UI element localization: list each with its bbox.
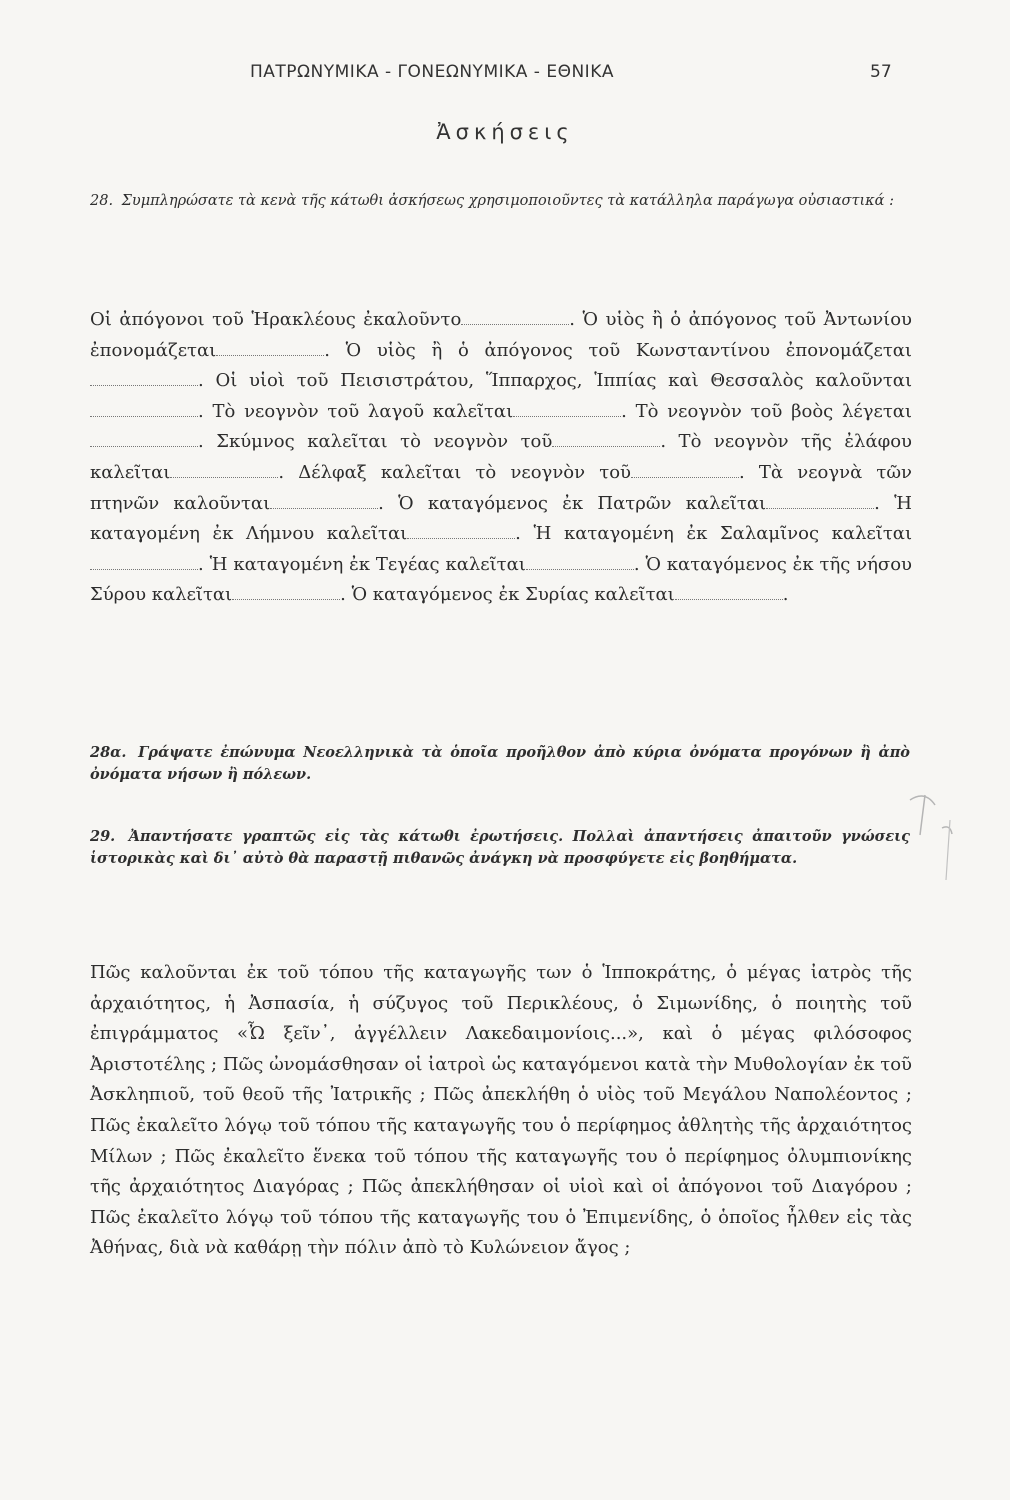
pencil-marks (880, 780, 980, 960)
blank-field[interactable] (170, 465, 278, 478)
sentence: . Δέλφαξ καλεῖται τὸ νεογνὸν τοῦ (278, 461, 631, 483)
exercise-text: Ἀπαντήσατε γραπτῶς εἰς τὰς κάτωθι ἐρωτήσεις. Πολλαὶ ἀπαντήσεις ἀπαιτοῦν γνώσεις ἱστορικὰς καὶ δι᾽ αὐτὸ θὰ παραστῇ πιθανῶς ἀνάγκη νὰ προσφύγετε εἰς βοηθήματα. (90, 828, 910, 867)
blank-field[interactable] (90, 373, 198, 386)
exercise-number: 28. (90, 193, 114, 209)
exercise-number: 28α. (90, 744, 127, 761)
blank-field[interactable] (232, 587, 340, 600)
sentence: . Ὁ υἱὸς ἢ ὁ ἀπόγονος τοῦ Ἀντωνίου ἐπονομάζεται (90, 309, 912, 361)
sentence: . Ὁ καταγόμενος ἐκ Συρίας καλεῖται (340, 584, 675, 606)
sentence: . Σκύμνος καλεῖται τὸ νεογνὸν τοῦ (198, 431, 553, 453)
blank-field[interactable] (513, 404, 621, 417)
sentence: . Τὸ νεογνὸν τῆς ἐλάφου καλεῖται (90, 431, 912, 483)
fill-in-paragraph (90, 305, 912, 611)
blank-field[interactable] (552, 434, 660, 447)
blank-field[interactable] (90, 404, 198, 417)
running-head: ΠΑΤΡΩΝΥΜΙΚΑ - ΓΟΝΕΩΝΥΜΙΚΑ - ΕΘΝΙΚΑ (250, 62, 614, 82)
exercise-number: 29. (90, 828, 116, 845)
exercise-28a-instruction (90, 742, 910, 786)
blank-field[interactable] (216, 343, 324, 356)
exercise-28-instruction (90, 190, 910, 212)
blank-field[interactable] (631, 465, 739, 478)
sentence: . Τὸ νεογνὸν τοῦ βοὸς λέγεται (621, 400, 912, 422)
blank-field[interactable] (675, 587, 783, 600)
sentence: . Ὁ καταγόμενος ἐκ Πατρῶν καλεῖται (378, 492, 767, 514)
exercise-text: Γράψατε ἐπώνυμα Νεοελληνικὰ τὰ ὁποῖα προῆλθον ἀπὸ κύρια ὀνόματα προγόνων ἢ ἀπὸ ὀνόματα νήσων ἢ πόλεων. (90, 744, 910, 783)
page-number: 57 (870, 62, 892, 82)
blank-field[interactable] (90, 434, 198, 447)
blank-field[interactable] (90, 557, 198, 570)
sentence: . Ὁ καταγόμενος ἐκ τῆς νήσου Σύρου καλεῖται (90, 553, 912, 606)
blank-field[interactable] (461, 312, 569, 325)
blank-field[interactable] (766, 496, 874, 509)
sentence: . Ἡ καταγομένη ἐκ Λήμνου καλεῖται (90, 492, 912, 545)
exercise-text: Συμπληρώσατε τὰ κενὰ τῆς κάτωθι ἀσκήσεως χρησιμοποιοῦντες τὰ κατάλληλα παράγωγα οὐσιαστικά : (121, 193, 894, 209)
sentence-end: . (782, 584, 789, 606)
page-header (0, 62, 1010, 92)
exercise-29-instruction (90, 826, 910, 870)
blank-field[interactable] (407, 526, 515, 539)
sentence: . Τὰ νεογνὰ τῶν πτηνῶν καλοῦνται (90, 461, 912, 514)
section-title: Ἀσκήσεις (436, 120, 574, 144)
sentence: . Οἱ υἱοὶ τοῦ Πεισιστράτου, Ἵππαρχος, Ἱππίας καὶ Θεσσαλὸς καλοῦνται (198, 370, 912, 392)
sentence: . Ἡ καταγομένη ἐκ Σαλαμῖνος καλεῖται (515, 523, 912, 545)
sentence: . Ἡ καταγομένη ἐκ Τεγέας καλεῖται (198, 553, 526, 575)
questions-paragraph: Πῶς καλοῦνται ἐκ τοῦ τόπου τῆς καταγωγῆς των ὁ Ἱπποκράτης, ὁ μέγας ἰατρὸς τῆς ἀρχαιότητος, ἡ Ἀσπασία, ἡ σύζυγος τοῦ Περικλέους, ὁ Σιμωνίδης, ὁ ποιητὴς τοῦ ἐπιγράμματος «Ὦ ξεῖν᾽, ἀγγέλλειν Λακεδαιμονίοις...», καὶ ὁ μέγας φιλόσοφος Ἀριστοτέλης ; Πῶς ὠνομάσθησαν οἱ ἰατροὶ ὡς καταγόμενοι κατὰ τὴν Μυθολογίαν ἐκ τοῦ Ἀσκληπιοῦ, τοῦ θεοῦ τῆς Ἰατρικῆς ; Πῶς ἀπεκλήθη ὁ υἱὸς τοῦ Μεγάλου Ναπολέοντος ; Πῶς ἐκαλεῖτο λόγῳ τοῦ τόπου τῆς καταγωγῆς του ὁ περίφημος ἀθλητὴς τῆς ἀρχαιότητος Μίλων ; Πῶς ἐκαλεῖτο ἕνεκα τοῦ τόπου τῆς καταγωγῆς του ὁ περίφημος ὀλυμπιονίκης τῆς ἀρχαιότητος Διαγόρας ; Πῶς ἀπεκλήθησαν οἱ υἱοὶ καὶ οἱ ἀπόγονοι τοῦ Διαγόρου ; Πῶς ἐκαλεῖτο λόγῳ τοῦ τόπου τῆς καταγωγῆς του ὁ Ἐπιμενίδης, ὁ ὁποῖος ἦλθεν εἰς τὰς Ἀθήνας, διὰ νὰ καθάρῃ τὴν πόλιν ἀπὸ τὸ Κυλώνειον ἄγος ; (90, 962, 912, 1259)
sentence: Οἱ ἀπόγονοι τοῦ Ἡρακλέους ἐκαλοῦντο (90, 309, 462, 330)
sentence: . Ὁ υἱὸς ἢ ὁ ἀπόγονος τοῦ Κωνσταντίνου ἐπονομάζεται (324, 339, 912, 361)
sentence: . Τὸ νεογνὸν τοῦ λαγοῦ καλεῖται (198, 400, 514, 422)
blank-field[interactable] (270, 496, 378, 509)
blank-field[interactable] (526, 557, 634, 570)
